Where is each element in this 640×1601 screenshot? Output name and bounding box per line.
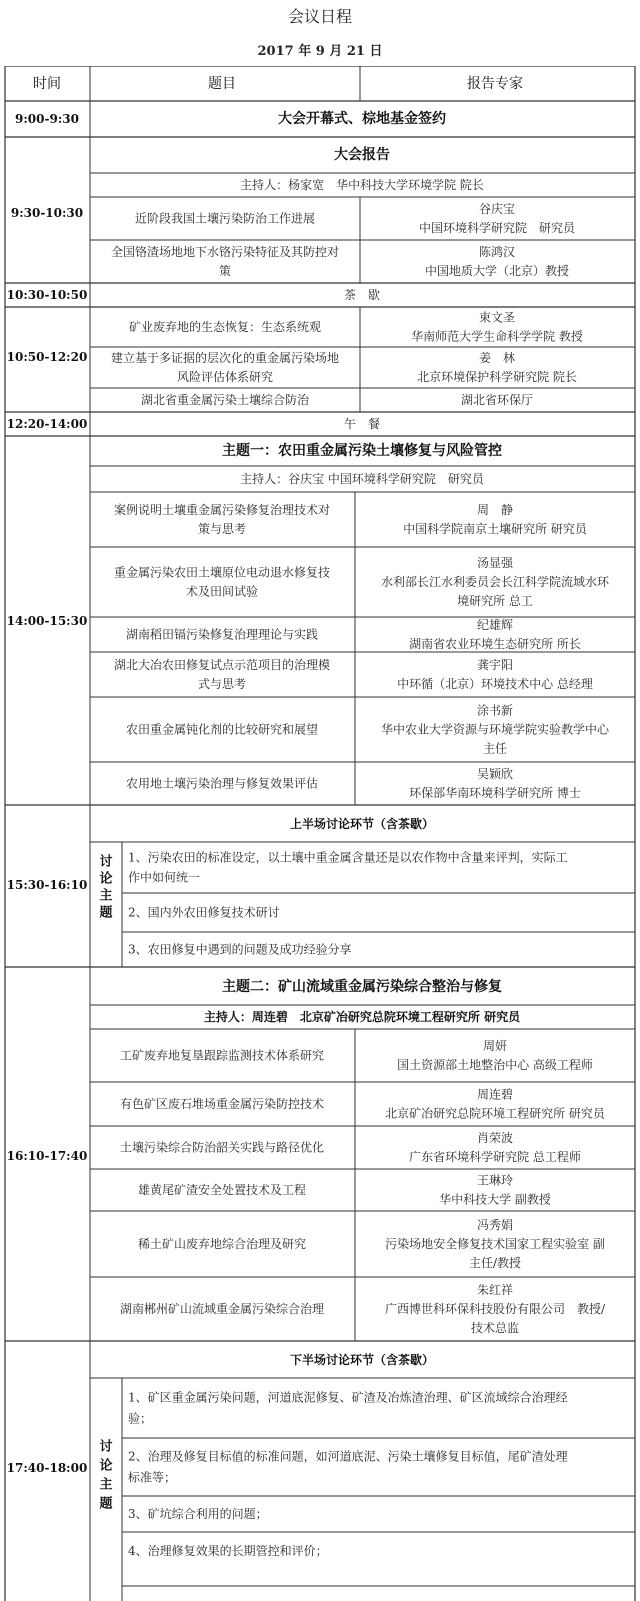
discussion-label: 讨 [99,854,113,870]
discussion-item: 3、矿坑综合利用的问题； [128,1507,268,1521]
session-host: 主持人：周连碧 北京矿冶研究总院环境工程研究所 研究员 [203,1010,521,1024]
talk-expert: 冯秀娟 [476,1218,514,1232]
discussion-item: 2、国内外农田修复技术研讨 [128,905,280,920]
talk-expert: 王琳玲 [476,1173,514,1188]
theme-heading: 主题一：农田重金属污染土壤修复与风险管控 [222,443,502,459]
tea-break: 茶 歇 [343,288,381,302]
talk-topic: 雄黄尾矿渣安全处置技术及工程 [137,1183,307,1197]
header-topic: 题目 [208,76,236,92]
talk-topic: 重金属污染农田土壤原位电动退水修复技 [113,565,331,580]
talk-expert: 湖南省农业环境生态研究所 所长 [409,637,581,651]
talk-expert: 华中农业大学资源与环境学院实验教学中心 [380,722,610,737]
talk-expert: 肖荣波 [476,1131,514,1145]
talk-expert: 华中科技大学 副教授 [439,1192,551,1207]
discussion-item: 2、治理及修复目标值的标准问题，如河道底泥、污染土壤修复目标值，尾矿渣处理 [128,1449,568,1464]
talk-expert: 广东省环境科学研究院 总工程师 [409,1150,581,1164]
talk-topic: 案例说明土壤重金属污染修复治理技术对 [113,503,331,517]
talk-topic: 湖南郴州矿山流域重金属污染综合治理 [119,1302,325,1316]
session-host: 主持人：谷庆宝 中国环境科学研究院 研究员 [240,472,484,486]
time-cell: 9:30-10:30 [10,206,84,220]
time-cell: 14:00-15:30 [6,614,88,628]
discussion-item: 1、矿区重金属污染问题，河道底泥修复、矿渣及冶炼渣治理、矿区流域综合治理经 [128,1390,568,1405]
discussion-label: 题 [99,1496,113,1512]
talk-topic: 湖北省重金属污染土壤综合防治 [140,393,310,407]
talk-topic: 农田重金属钝化剂的比较研究和展望 [125,722,319,737]
time-cell: 17:40-18:00 [6,1461,88,1475]
talk-expert: 主任 [482,741,508,756]
talk-topic: 湖南稻田镉污染修复治理理论与实践 [125,627,319,642]
talk-expert: 中环循（北京）环境技术中心 总经理 [397,677,593,691]
talk-expert: 湖北省环保厅 [460,393,534,407]
schedule-date: 2017 年 9 月 21 日 [257,44,383,59]
talk-expert: 境研究所 总工 [457,594,533,608]
discussion-label: 讨 [99,1439,113,1455]
session-host: 主持人：杨家宽 华中科技大学环境学院 院长 [240,178,484,192]
talk-topic: 建立基于多证据的层次化的重金属污染场地 [110,351,340,365]
header-time: 时间 [33,76,61,92]
talk-expert: 北京矿冶研究总院环境工程研究所 研究员 [385,1106,605,1121]
talk-topic: 矿业废弃地的生态恢复：生态系统观 [128,320,322,334]
talk-expert: 环保部华南环境科学研究所 博士 [409,786,581,800]
time-cell: 12:20-14:00 [6,417,88,431]
talk-topic: 策 [218,264,232,278]
discussion-label: 论 [99,871,113,887]
discussion-label: 题 [99,905,113,921]
discussion-item: 4、治理修复效果的长期管控和评价； [128,1544,328,1558]
talk-expert: 束文圣 [478,310,516,325]
talk-expert: 北京环境保护科学研究院 院长 [417,370,577,384]
talk-expert: 朱红祥 [476,1283,514,1297]
talk-topic: 农用地土壤污染治理与修复效果评估 [125,776,319,791]
time-cell: 9:00-9:30 [15,112,79,126]
talk-expert: 广西博世科环保科技股份有限公司 教授/ [384,1302,606,1316]
discussion-label: 主 [99,1477,113,1493]
time-cell: 16:10-17:40 [6,1149,88,1163]
talk-topic: 式与思考 [197,677,247,691]
talk-expert: 中国环境科学研究院 研究员 [418,221,576,235]
talk-topic: 稀土矿山废弃地综合治理及研究 [137,1237,307,1251]
talk-expert: 中国地质大学（北京）教授 [424,264,570,278]
talk-expert: 陈鸿汉 [478,245,516,259]
talk-expert: 龚宇阳 [476,658,514,672]
discussion-heading: 下半场讨论环节（含茶歇） [289,1353,435,1367]
session-opening: 大会开幕式、棕地基金签约 [278,111,446,127]
talk-expert: 涂书新 [476,703,514,718]
talk-expert: 主任/教授 [468,1256,522,1270]
schedule-table [0,66,640,1601]
time-cell: 10:30-10:50 [6,288,88,302]
talk-topic: 风险评估体系研究 [176,370,274,384]
talk-expert: 国土资源部土地整治中心 高级工程师 [397,1058,593,1072]
talk-expert: 汤显强 [476,556,514,570]
talk-expert: 纪雄辉 [476,618,514,632]
discussion-item: 验； [128,1411,153,1426]
talk-expert: 谷庆宝 [478,202,516,216]
talk-expert: 姜 林 [478,351,516,365]
talk-expert: 华南师范大学生命科学学院 教授 [411,329,583,344]
talk-topic: 近阶段我国土壤污染防治工作进展 [134,211,316,226]
discussion-item: 1、污染农田的标准设定，以土壤中重金属含量还是以农作物中含量来评判，实际工 [128,850,568,865]
talk-expert: 周 静 [476,503,514,517]
talk-topic: 全国铬渣场地地下水铬污染特征及其防控对 [110,245,340,259]
talk-topic: 有色矿区废石堆场重金属污染防控技术 [119,1097,325,1111]
lunch-break: 午 餐 [343,417,381,431]
discussion-label: 论 [99,1458,113,1474]
talk-topic: 策与思考 [197,522,247,536]
time-cell: 15:30-16:10 [6,878,88,892]
session-heading: 大会报告 [334,147,390,163]
talk-expert: 技术总监 [470,1321,520,1335]
talk-topic: 术及田间试验 [185,584,259,599]
talk-expert: 污染场地安全修复技术国家工程实验室 副 [385,1237,605,1251]
discussion-item: 标准等； [128,1470,177,1485]
talk-topic: 土壤污染综合防治韶关实践与路径优化 [119,1140,325,1155]
talk-topic: 湖北大冶农田修复试点示范项目的治理模 [113,658,331,672]
discussion-label: 主 [99,888,113,904]
talk-expert: 周妍 [482,1039,508,1053]
page-title: 会议日程 [287,7,352,26]
theme-heading: 主题二：矿山流域重金属污染综合整治与修复 [222,979,502,995]
talk-expert: 吴颖欣 [476,767,514,781]
talk-expert: 周连碧 [476,1087,514,1102]
discussion-item: 3、农田修复中遇到的问题及成功经验分享 [128,942,352,957]
talk-expert: 水利部长江水利委员会长江科学院流域水环 [380,575,610,589]
time-cell: 10:50-12:20 [6,350,88,364]
talk-topic: 工矿废弃地复垦跟踪监测技术体系研究 [119,1048,325,1063]
discussion-item: 作中如何统一 [128,870,201,885]
discussion-heading: 上半场讨论环节（含茶歇） [289,817,435,831]
talk-expert: 中国科学院南京土壤研究所 研究员 [403,522,587,536]
header-expert: 报告专家 [467,76,523,92]
